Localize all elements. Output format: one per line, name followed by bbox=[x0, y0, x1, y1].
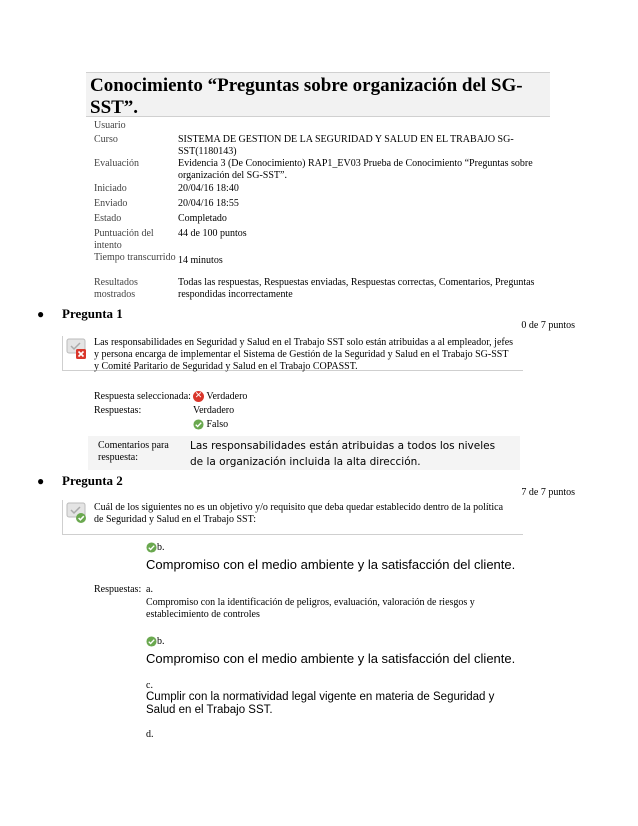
correct-question-icon bbox=[66, 502, 88, 524]
option-a-letter: a. bbox=[146, 584, 153, 595]
option-a-text: Compromiso con la identificación de peligros, evaluación, valoración de riesgos y establecimiento de controles bbox=[146, 597, 475, 620]
question-2-text: Cuál de los siguientes no es un objetivo y/o requisito que deba quedar establecido dentro de la política de Seguridad y Salud en el Trabajo SST: bbox=[94, 502, 504, 525]
summary-row-started: Iniciado 20/04/16 18:40 bbox=[94, 183, 239, 194]
question-1-text: Las responsabilidades en Seguridad y Salud en el Trabajo SST solo están atribuidas a al empleador, jefes y persona encarga de implementar el Sistema de Gestión de la Seguridad y Salud en el Trabajo SG-SST y Comité Paritario de Seguridad y Salud en el Trabajo COPASST. bbox=[94, 337, 514, 372]
correct-check-icon bbox=[193, 419, 204, 430]
question-1-heading: ● Pregunta 1 bbox=[37, 306, 123, 321]
option-d-letter: d. bbox=[146, 729, 154, 740]
selected-answer: ✕ Verdadero bbox=[194, 391, 248, 402]
summary-row-user: Usuario bbox=[94, 120, 126, 131]
answer-option-false: Falso bbox=[193, 419, 228, 431]
summary-row-submitted: Enviado 20/04/16 18:55 bbox=[94, 198, 239, 209]
bullet-icon: ● bbox=[37, 474, 45, 488]
correct-check-icon bbox=[146, 542, 157, 553]
answer-option-true: Verdadero bbox=[193, 405, 235, 416]
summary-row-course: Curso SISTEMA DE GESTION DE LA SEGURIDAD Y SALUD EN EL TRABAJO SG-SST(1180143) bbox=[94, 134, 514, 157]
page-title: Conocimiento “Preguntas sobre organización del SG-SST”. bbox=[86, 72, 550, 117]
summary-row-score: Puntuación del intento 44 de 100 puntos bbox=[94, 228, 247, 251]
option-b: b. bbox=[146, 636, 165, 648]
feedback-label: Comentarios para respuesta: bbox=[98, 440, 169, 463]
attempt-summary bbox=[94, 120, 544, 301]
bullet-icon: ● bbox=[37, 307, 45, 321]
question-2-score: 7 de 7 puntos bbox=[521, 487, 575, 498]
option-b-text: Compromiso con el medio ambiente y la satisfacción del cliente. bbox=[146, 651, 516, 666]
feedback-text: Las responsabilidades están atribuidas a todos los niveles de la organización incluida la alta dirección. bbox=[190, 440, 496, 468]
summary-row-status: Estado Completado bbox=[94, 213, 227, 224]
correct-check-icon bbox=[146, 636, 157, 647]
incorrect-icon: ✕ bbox=[194, 391, 203, 402]
summary-row-evaluation: Evaluación Evidencia 3 (De Conocimiento) RAP1_EV03 Prueba de Conocimiento “Preguntas sobre organización del SG-SST”. bbox=[94, 158, 533, 181]
question-2-heading: ● Pregunta 2 bbox=[37, 473, 123, 488]
selected-answer-text: Compromiso con el medio ambiente y la satisfacción del cliente. bbox=[146, 557, 516, 572]
answers-label: Respuestas: bbox=[94, 584, 142, 595]
summary-row-results: Resultados mostrados Todas las respuestas, Respuestas enviadas, Respuestas correctas, Comentarios, Preguntas respondidas incorrectamente bbox=[94, 277, 535, 300]
summary-row-time: Tiempo transcurrido 14 minutos bbox=[94, 252, 223, 266]
answers-label: Respuestas: bbox=[94, 405, 142, 416]
incorrect-question-icon bbox=[66, 338, 88, 360]
selected-answer: b. bbox=[146, 542, 165, 554]
option-c-letter: c. bbox=[146, 680, 153, 691]
question-1-score: 0 de 7 puntos bbox=[521, 320, 575, 331]
selected-answer-label: Respuesta seleccionada: bbox=[94, 391, 191, 402]
option-c-text: Cumplir con la normatividad legal vigente en materia de Seguridad y Salud en el Trabajo SST. bbox=[146, 691, 495, 716]
